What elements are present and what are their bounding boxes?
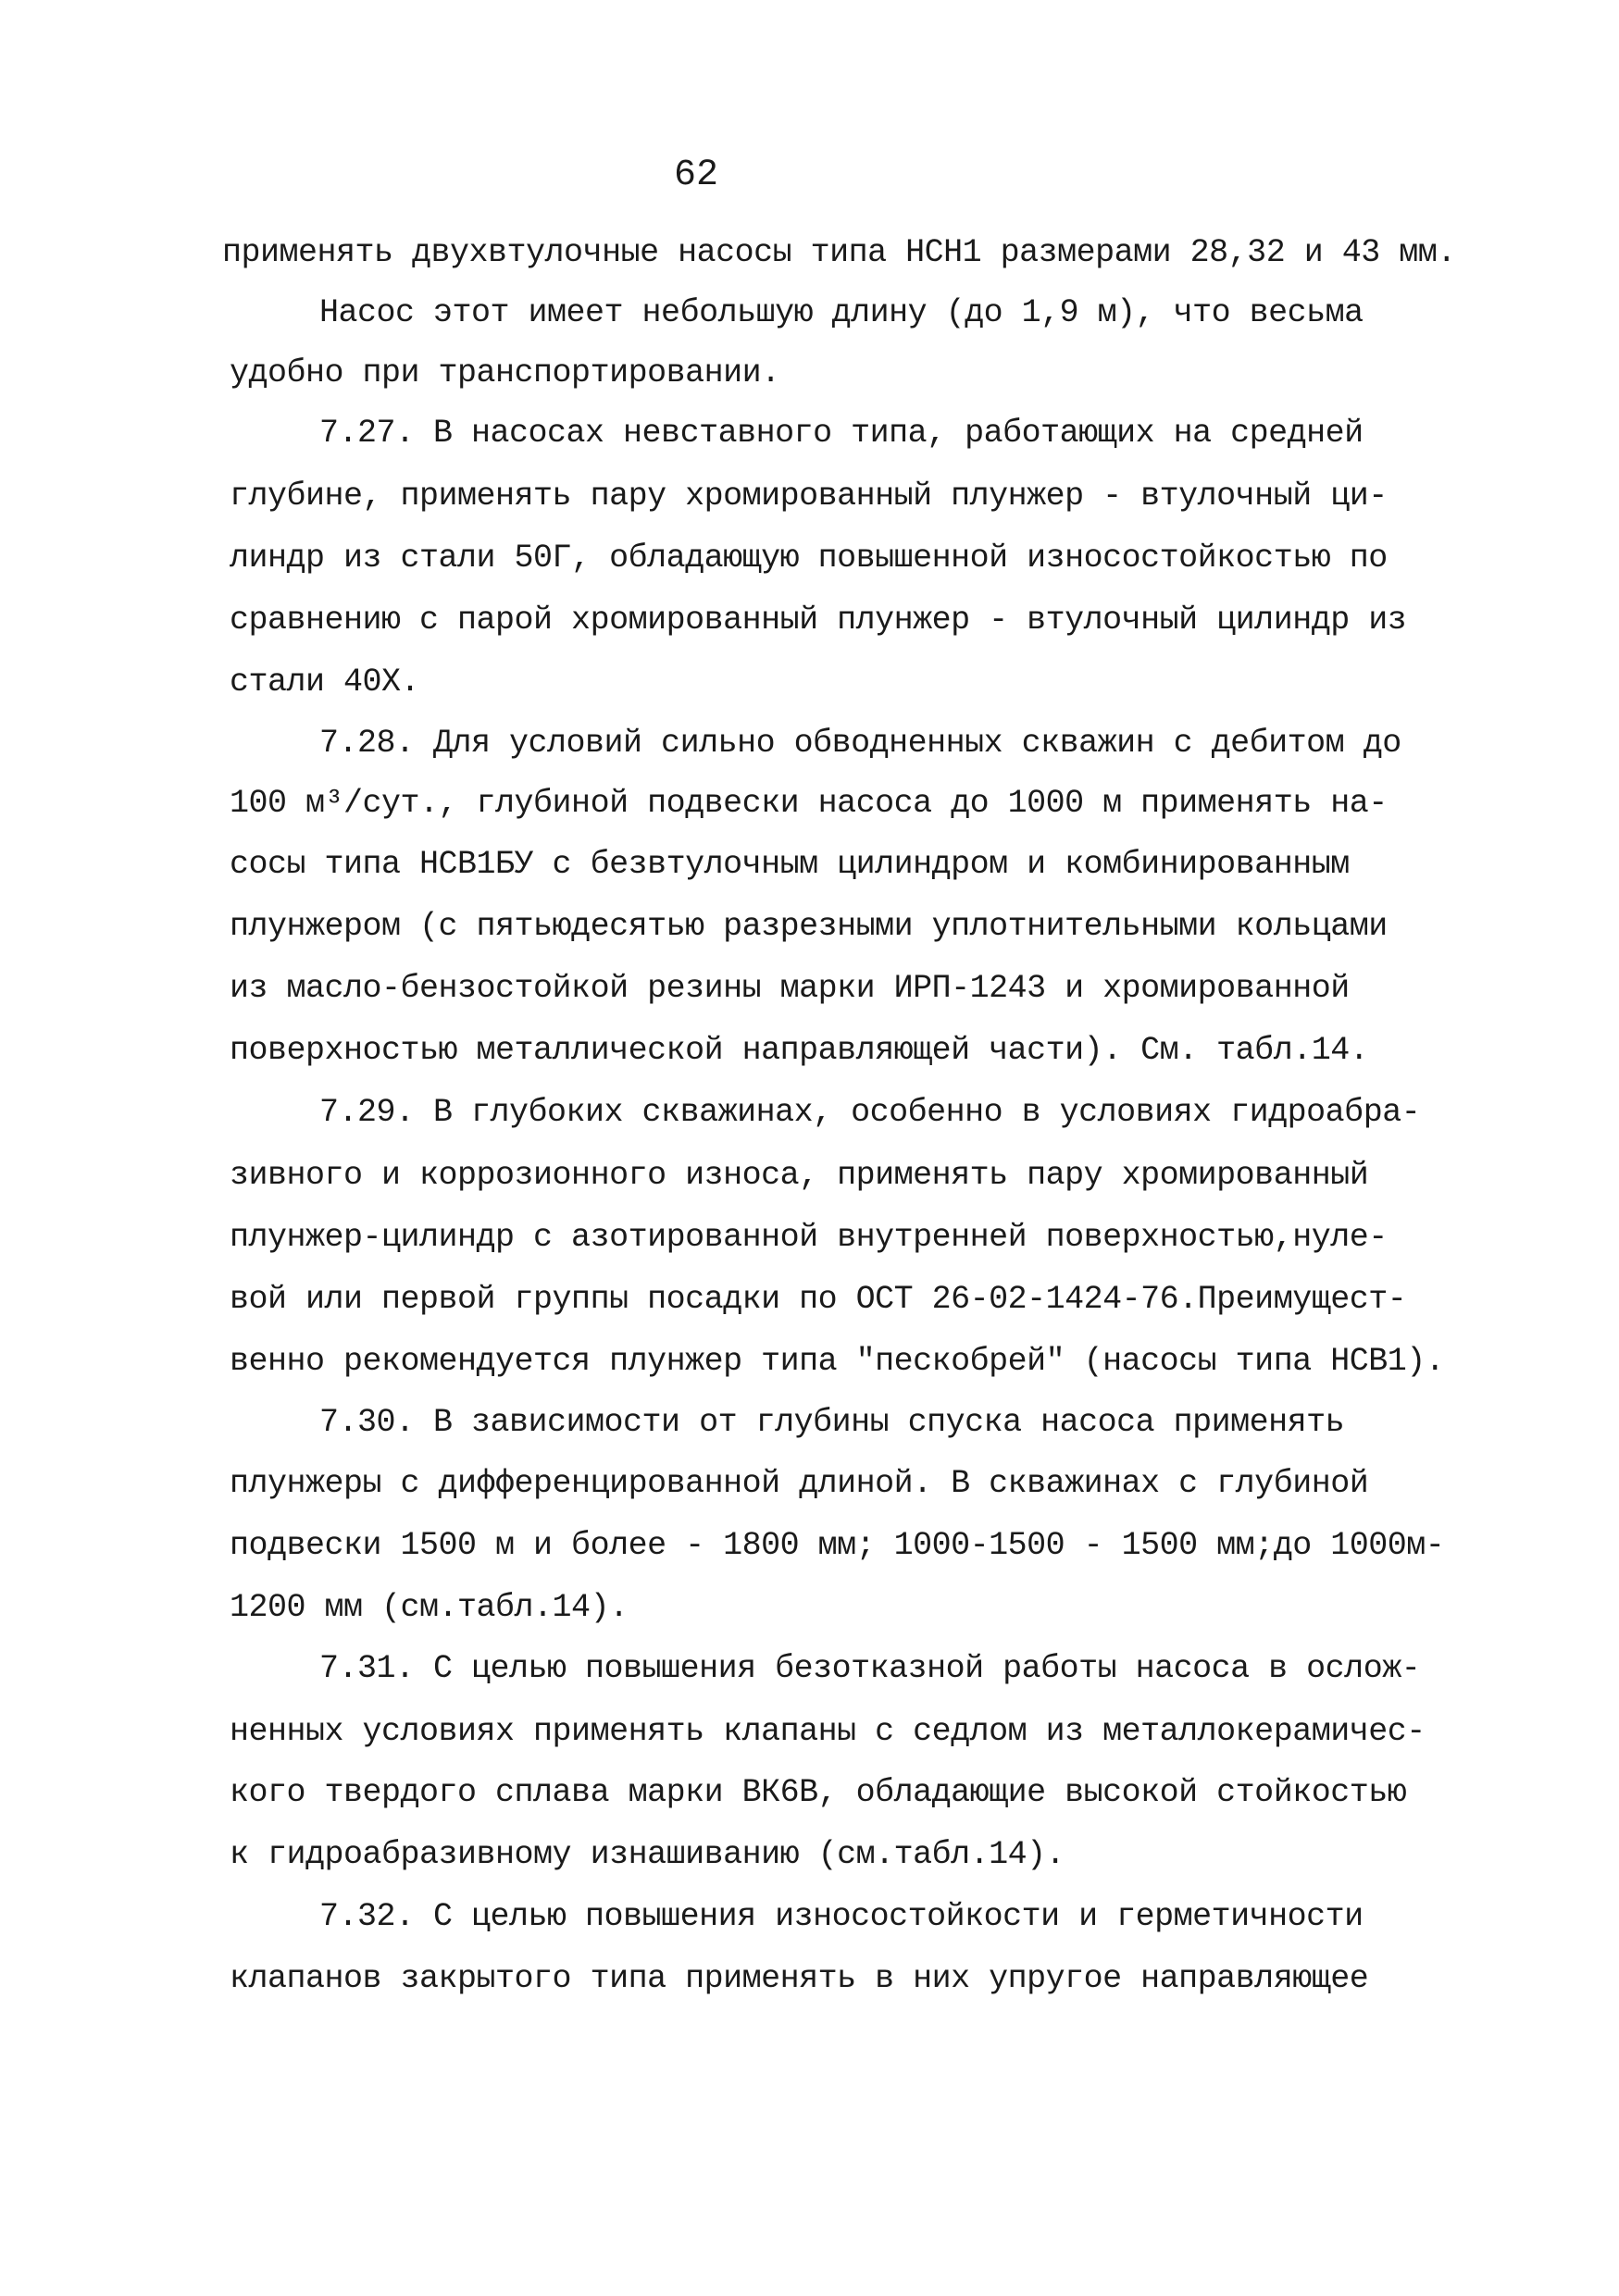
text-line: 7.29. В глубоких скважинах, особенно в условиях гидроабра- <box>319 1094 1421 1131</box>
text-line: плунжером (с пятьюдесятью разрезными уплотнительными кольцами <box>230 908 1388 945</box>
text-line: стали 40Х. <box>230 664 420 701</box>
text-line: к гидроабразивному изнашиванию (см.табл.14). <box>230 1836 1065 1873</box>
text-line: плунжеры с дифференцированной длиной. В скважинах с глубиной <box>230 1465 1369 1502</box>
text-line: 1200 мм (см.табл.14). <box>230 1589 629 1626</box>
text-line: 7.31. С целью повышения безотказной работы насоса в ослож- <box>319 1650 1421 1687</box>
text-line: глубине, применять пару хромированный плунжер - втулочный ци- <box>230 478 1388 515</box>
text-line: плунжер-цилиндр с азотированной внутренней поверхностью,нуле- <box>230 1219 1388 1256</box>
page-number: 62 <box>674 155 719 196</box>
text-line: сравнению с парой хромированный плунжер - втулочный цилиндр из <box>230 602 1407 639</box>
text-line: кого твердого сплава марки ВК6В, обладающие высокой стойкостью <box>230 1774 1407 1811</box>
text-line: 7.28. Для условий сильно обводненных скважин с дебитом до <box>319 725 1401 762</box>
text-line: сосы типа НСВ1БУ с безвтулочным цилиндром и комбинированным <box>230 846 1350 883</box>
text-line: вой или первой группы посадки по ОСТ 26-02-1424-76.Преимущест- <box>230 1281 1407 1318</box>
text-line: удобно при транспортировании. <box>230 354 780 391</box>
text-line: 7.32. С целью повышения износостойкости и герметичности <box>319 1898 1364 1935</box>
text-line: 100 м³/сут., глубиной подвески насоса до 1000 м применять на- <box>230 785 1388 822</box>
text-line: ненных условиях применять клапаны с седлом из металлокерамичес- <box>230 1713 1426 1750</box>
text-line: применять двухвтулочные насосы типа НСН1 размерами 28,32 и 43 мм. <box>222 234 1456 271</box>
text-line: из масло-бензостойкой резины марки ИРП-1243 и хромированной <box>230 970 1350 1007</box>
text-line: 7.27. В насосах невставного типа, работающих на средней <box>319 415 1364 452</box>
text-line: венно рекомендуется плунжер типа "пескобрей" (насосы типа НСВ1). <box>230 1343 1445 1380</box>
text-line: 7.30. В зависимости от глубины спуска насоса применять <box>319 1404 1345 1441</box>
text-line: поверхностью металлической направляющей части). См. табл.14. <box>230 1032 1369 1069</box>
text-line: зивного и коррозионного износа, применять пару хромированный <box>230 1157 1369 1194</box>
text-line: клапанов закрытого типа применять в них упругое направляющее <box>230 1960 1369 1997</box>
text-line: линдр из стали 50Г, обладающую повышенной износостойкостью по <box>230 540 1388 577</box>
text-line: подвески 1500 м и более - 1800 мм; 1000-1500 - 1500 мм;до 1000м- <box>230 1527 1445 1564</box>
text-line: Насос этот имеет небольшую длину (до 1,9 м), что весьма <box>319 294 1364 331</box>
